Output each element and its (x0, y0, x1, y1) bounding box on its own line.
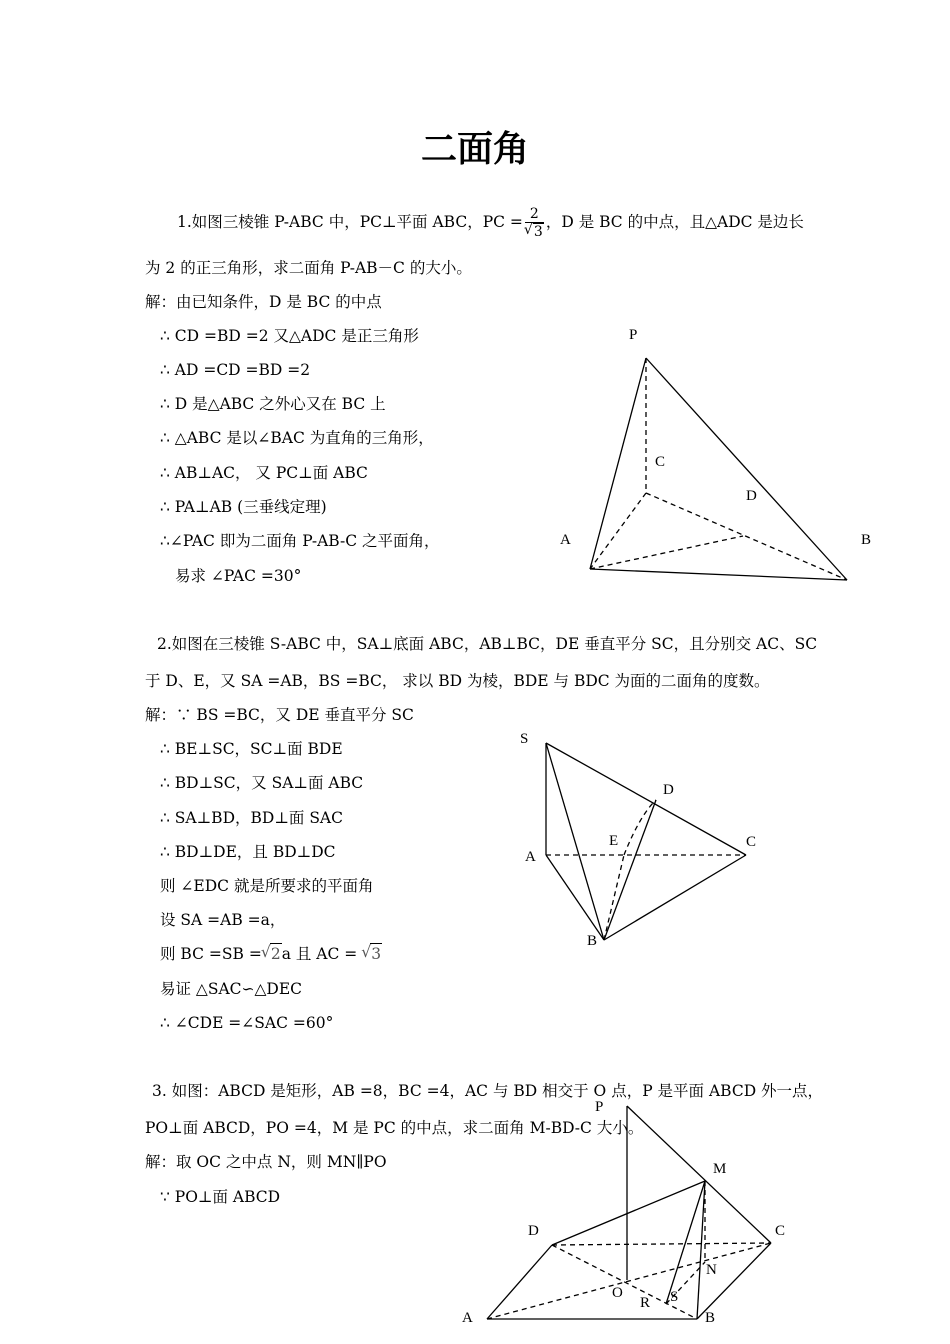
problem-3-line-2: PO⊥面 ABCD，PO =4，M 是 PC 的中点，求二面角 M-BD-C 大小。 (145, 1119, 644, 1137)
solution-2-line: ∴ BD⊥SC，又 SA⊥面 ABC (160, 774, 364, 792)
label-S: S (520, 731, 529, 747)
label-A: A (462, 1310, 473, 1326)
solution-1-line: 解：由已知条件，D 是 BC 的中点 (145, 293, 382, 311)
solution-2-line: 则 BC =SB =√ 2a 且 AC = √ 3 (160, 943, 382, 964)
label-B: B (705, 1310, 716, 1326)
solution-2-line: 解：∵ BS =BC，又 DE 垂直平分 SC (145, 706, 414, 724)
label-D: D (528, 1223, 539, 1239)
solution-2-line: ∴ BE⊥SC，SC⊥面 BDE (160, 740, 343, 758)
problem-1-line-1: 1.如图三棱锥 P-ABC 中，PC⊥平面 ABC，PC = 2 √ 3 ，D 是 BC 的中点，且△ADC 是边长 (177, 206, 804, 240)
problem-2-line-1: 2.如图在三棱锥 S-ABC 中，SA⊥底面 ABC，AB⊥BC，DE 垂直平分 SC，且分别交 AC、SC (157, 635, 818, 653)
label-O: O (612, 1285, 623, 1301)
solution-1-line: ∴ AD =CD =BD =2 (160, 361, 311, 379)
solution-1-line: ∴∠PAC 即为二面角 P-AB-C 之平面角， (160, 532, 440, 550)
label-A: A (525, 849, 536, 865)
label-C: C (655, 454, 666, 470)
solution-2-line: 设 SA =AB =a， (160, 911, 286, 929)
label-P: P (629, 327, 638, 343)
solution-1-line: ∴ AB⊥AC， 又 PC⊥面 ABC (160, 464, 368, 482)
label-R: R (640, 1295, 651, 1311)
solution-1-line: ∴ CD =BD =2 又△ADC 是正三角形 (160, 327, 419, 345)
problem-1-line-2: 为 2 的正三角形，求二面角 P-AB－C 的大小。 (145, 259, 472, 277)
solution-2-line: ∴ ∠CDE =∠SAC =60° (160, 1014, 334, 1032)
label-C: C (746, 834, 757, 850)
label-B: B (861, 532, 872, 548)
problem-3-line-1: 3. 如图：ABCD 是矩形，AB =8，BC =4，AC 与 BD 相交于 O 点，P 是平面 ABCD 外一点， (152, 1082, 824, 1100)
label-A: A (560, 532, 571, 548)
label-D: D (663, 782, 674, 798)
label-M: M (713, 1161, 727, 1177)
solution-1-line: ∴ △ABC 是以∠BAC 为直角的三角形， (160, 429, 434, 447)
solution-1-line: 易求 ∠PAC =30° (175, 567, 302, 585)
solution-2-line: ∴ SA⊥BD，BD⊥面 SAC (160, 809, 343, 827)
label-N: N (706, 1262, 717, 1278)
solution-1-line: ∴ PA⊥AB (三垂线定理) (160, 498, 327, 516)
label-P: P (595, 1099, 604, 1115)
label-E: E (609, 833, 619, 849)
solution-2-line: 易证 △SAC∽△DEC (160, 980, 303, 998)
problem-2-line-2: 于 D、E，又 SA =AB，BS =BC， 求以 BD 为棱，BDE 与 BDC 为面的二面角的度数。 (145, 672, 770, 690)
solution-3-line: 解：取 OC 之中点 N，则 MN∥PO (145, 1153, 387, 1171)
label-C: C (775, 1223, 786, 1239)
solution-2-line: ∴ BD⊥DE，且 BD⊥DC (160, 843, 336, 861)
solution-2-line: 则 ∠EDC 就是所要求的平面角 (160, 877, 374, 895)
page-title: 二面角 (420, 129, 529, 170)
fraction: 2 √ 3 (525, 206, 544, 240)
solution-1-line: ∴ D 是△ABC 之外心又在 BC 上 (160, 395, 386, 413)
label-S: S (670, 1289, 679, 1305)
label-B: B (587, 933, 598, 949)
solution-3-line: ∵ PO⊥面 ABCD (160, 1188, 281, 1206)
label-D: D (746, 488, 757, 504)
